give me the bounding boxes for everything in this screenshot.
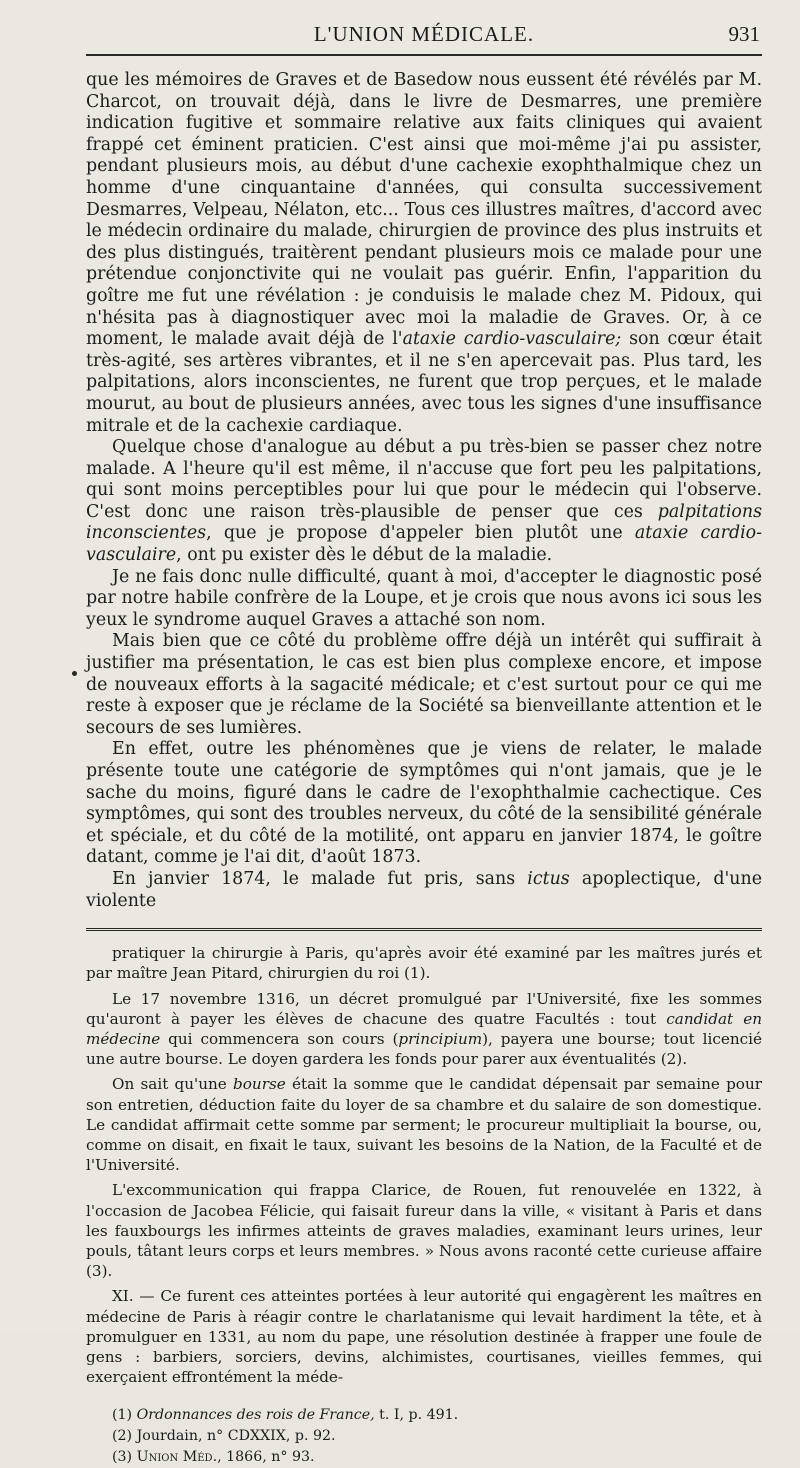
note-paragraph-3 xyxy=(86,1074,762,1175)
page-number: 931 xyxy=(728,22,760,46)
text-run: , que je propose d'appeler bien plutôt une xyxy=(206,523,635,544)
italic-run: palpitations inconscientes xyxy=(86,501,762,544)
paragraph-5: En effet, outre les phénomènes que je viens de relater, le malade présente toute une catégorie de symptômes qui n'ont jamais, que je le sache du moins, figuré dans le cadre de l'exophthalmie cachectique. Ces symptômes, qui sont des troubles nerveux, du côté de la sensibilité générale et spéciale, et du côté de la motilité, ont apparu en janvier 1874, le goître datant, comme je l'ai dit, d'août 1873. xyxy=(86,739,762,868)
paragraph-2 xyxy=(86,437,762,567)
text-run: Quelque chose d'analogue au début a pu très-bien se passer chez notre malade. A l'heure qu'il est même, il n'accuse que fort peu les palpitations, qui sont moins perceptibles pour lui que pour le médecin qui l'observe. C'est donc une raison très-plausible de penser que ces xyxy=(86,437,762,522)
small-caps-run: Union Méd. xyxy=(136,1449,218,1466)
text-run: On sait qu'une xyxy=(112,1075,234,1094)
footnotes xyxy=(86,1405,762,1467)
italic-run: candidat en médecine xyxy=(86,1009,763,1048)
paragraph-4: Mais bien que ce côté du problème offre déjà un intérêt qui suffirait à justifier ma présentation, le cas est bien plus complexe encore, et impose de nouveaux efforts à la sagacité médicale; et c'est surtout pour ce qui me reste à exposer que je réclame de la Société sa bienveillante attention et le secours de ses lumières. xyxy=(86,631,762,738)
footnote-number: (3) xyxy=(112,1449,137,1466)
margin-dot xyxy=(72,671,77,676)
note-paragraph-5: XI. — Ce furent ces atteintes portées à leur autorité qui engagèrent les maîtres en médecine de Paris à réagir contre le charlatanisme qui levait hardiment la tête, et à promulguer en 1331, au nom du pape, une résolution destinée à frapper une foule de gens : barbiers, sorciers, devins, alchimistes, courtisanes, vieilles femmes, qui exerçaient effrontément la méde- xyxy=(86,1287,762,1387)
text-run: apoplectique, d'une violente xyxy=(86,868,762,911)
footnote-number: (1) xyxy=(112,1407,137,1424)
italic-run: ataxie cardio-vasculaire; xyxy=(402,329,622,350)
footnote-1 xyxy=(112,1405,762,1426)
italic-run: Ordonnances des rois de France, xyxy=(136,1407,375,1424)
journal-title: L'UNION MÉDICALE. xyxy=(313,22,535,46)
text-run: Le 17 novembre 1316, un décret promulgué par l'Université, fixe les sommes qu'auront à payer les élèves de chacune des quatre Facultés : tout xyxy=(86,989,762,1028)
italic-run: bourse xyxy=(233,1075,286,1094)
section-divider xyxy=(86,928,762,933)
italic-run: ataxie cardio-vasculaire xyxy=(86,523,762,566)
text-run: ), payera une bourse; tout licencié une autre bourse. Le doyen gardera les fonds pour parer aux éventualités (2). xyxy=(86,1029,762,1069)
text-run: que les mémoires de Graves et de Basedow nous eussent été révélés par M. Charcot, on trouvait déjà, dans le livre de Desmarres, une première indication fugitive et sommaire relative aux faits cliniques qui avaient frappé cet éminent praticien. C'est ainsi que moi-même j'ai pu assister, pendant plusieurs mois, au début d'une cachexie exophthalmique chez un homme d'une cinquantaine d'années, qui consulta successivement Desmarres, Velpeau, Nélaton, etc... Tous ces illustres maîtres, d'accord avec le médecin ordinaire du malade, chirurgien de province des plus instruits et des plus distingués, traitèrent pendant plusieurs mois ce malade pour une prétendue conjonctivite qui ne voulait pas guérir. Enfin, l'apparition du goître me fut une révélation : je conduisis le malade chez M. Pidoux, qui n'hésita pas à diagnostiquer avec moi la maladie de Graves. Or, à ce moment, le malade avait déjà de l' xyxy=(86,70,762,350)
note-paragraph-1: pratiquer la chirurgie à Paris, qu'après avoir été examiné par les maîtres jurés et par maître Jean Pitard, chirurgien du roi (1). xyxy=(86,944,762,983)
note-paragraph-2 xyxy=(86,989,762,1070)
text-run: t. I, p. 491. xyxy=(374,1407,459,1424)
text-run: qui commencera son cours ( xyxy=(160,1029,399,1048)
text-run: était la somme que le candidat dépensait par semaine pour son entretien, déduction faite du loyer de sa chambre et du salaire de son domestique. Le candidat affirmait cette somme par serment; le procureur multipliait la bourse, ou, comme on disait, en fixait le taux, suivant les besoins de la Nation, de la Faculté et de l'Université. xyxy=(86,1075,762,1175)
feuilleton-text xyxy=(86,943,762,1387)
paragraph-1 xyxy=(86,70,762,437)
text-run: son cœur était très-agité, ses artères vibrantes, et il ne s'en apercevait pas. Plus tard, les palpitations, alors inconscientes, ne furent que trop perçues, et le malade mourut, au bout de plusieurs années, avec tous les signes d'une insuffisance mitrale et de la cachexie cardiaque. xyxy=(86,329,763,436)
italic-run: ictus xyxy=(527,868,570,889)
paragraph-6 xyxy=(86,869,762,912)
running-header xyxy=(86,14,762,56)
paragraph-3: Je ne fais donc nulle difficulté, quant à moi, d'accepter le diagnostic posé par notre habile confrère de la Loupe, et je crois que nous avons ici sous les yeux le syndrome auquel Graves a attaché son nom. xyxy=(86,566,762,630)
italic-run: principium xyxy=(398,1029,483,1048)
main-text xyxy=(86,70,762,912)
footnote-3 xyxy=(112,1447,762,1468)
text-run: En janvier 1874, le malade fut pris, sans xyxy=(112,868,528,889)
text-run: , ont pu exister dès le début de la maladie. xyxy=(176,545,553,566)
note-paragraph-4: L'excommunication qui frappa Clarice, de Rouen, fut renouvelée en 1322, à l'occasion de Jacobea Félicie, qui faisait fureur dans la ville, « visitant à Paris et dans les fauxbourgs les infirmes atteints de graves maladies, examinant leurs urines, leur pouls, tâtant leurs corps et leurs membres. » Nous avons raconté cette curieuse affaire (3). xyxy=(86,1181,762,1281)
footnote-2: (2) Jourdain, n° CDXXIX, p. 92. xyxy=(112,1428,336,1445)
text-run: , 1866, n° 93. xyxy=(217,1449,315,1466)
